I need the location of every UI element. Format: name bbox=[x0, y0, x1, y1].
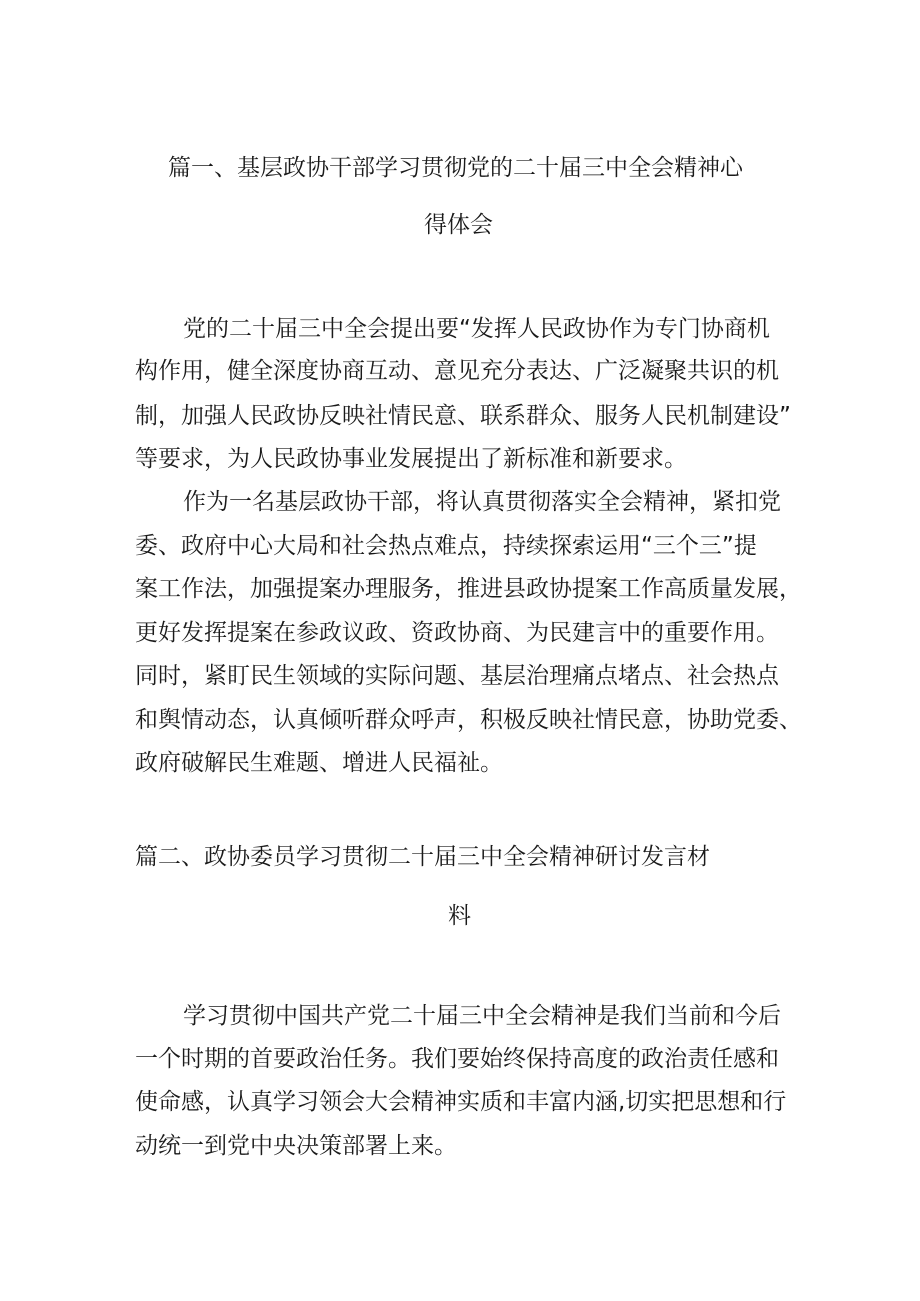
section1-para2-line: 政府破解民生难题、增进人民福祉。 bbox=[135, 750, 503, 776]
section1-para1-line: 党的二十届三中全会提出要“发挥人民政协作为专门协商机 bbox=[183, 316, 770, 342]
section1-para2-line: 更好发挥提案在参政议政、资政协商、为民建言中的重要作用。 bbox=[135, 620, 779, 646]
section2-title-line1: 篇二、政协委员学习贯彻二十届三中全会精神研讨发言材 bbox=[135, 844, 710, 870]
section2-para1-line: 动统一到党中央决策部署上来。 bbox=[135, 1133, 457, 1159]
section1-para1-line: 制，加强人民政协反映社情民意、联系群众、服务人民机制建设” bbox=[135, 403, 791, 429]
section1-para2-line: 案工作法，加强提案办理服务，推进县政协提案工作高质量发展， bbox=[135, 576, 802, 602]
section1-para2-line: 委、政府中心大局和社会热点难点，持续探索运用“三个三”提 bbox=[135, 533, 757, 559]
section1-para2-line: 作为一名基层政协干部，将认真贯彻落实全会精神，紧扣党 bbox=[183, 489, 781, 515]
section1-para2-line: 和舆情动态，认真倾听群众呼声，积极反映社情民意，协助党委、 bbox=[135, 707, 802, 733]
section1-para1-line: 构作用，健全深度协商互动、意见充分表达、广泛凝聚共识的机 bbox=[135, 358, 779, 384]
section1-title-line2: 得体会 bbox=[424, 212, 493, 238]
section2-para1-line: 一个时期的首要政治任务。我们要始终保持高度的政治责任感和 bbox=[135, 1046, 779, 1072]
section2-para1-line: 学习贯彻中国共产党二十届三中全会精神是我们当前和今后 bbox=[183, 1003, 781, 1029]
section1-para1-line: 等要求，为人民政协事业发展提出了新标准和新要求。 bbox=[135, 446, 687, 472]
section1-para2-line: 同时，紧盯民生领域的实际问题、基层治理痛点堵点、社会热点 bbox=[135, 663, 779, 689]
section2-title-line2: 料 bbox=[448, 903, 471, 929]
section1-title-line1: 篇一、基层政协干部学习贯彻党的二十届三中全会精神心 bbox=[168, 155, 743, 181]
section2-para1-line: 使命感，认真学习领会大会精神实质和丰富内涵,切实把思想和行 bbox=[135, 1089, 787, 1115]
